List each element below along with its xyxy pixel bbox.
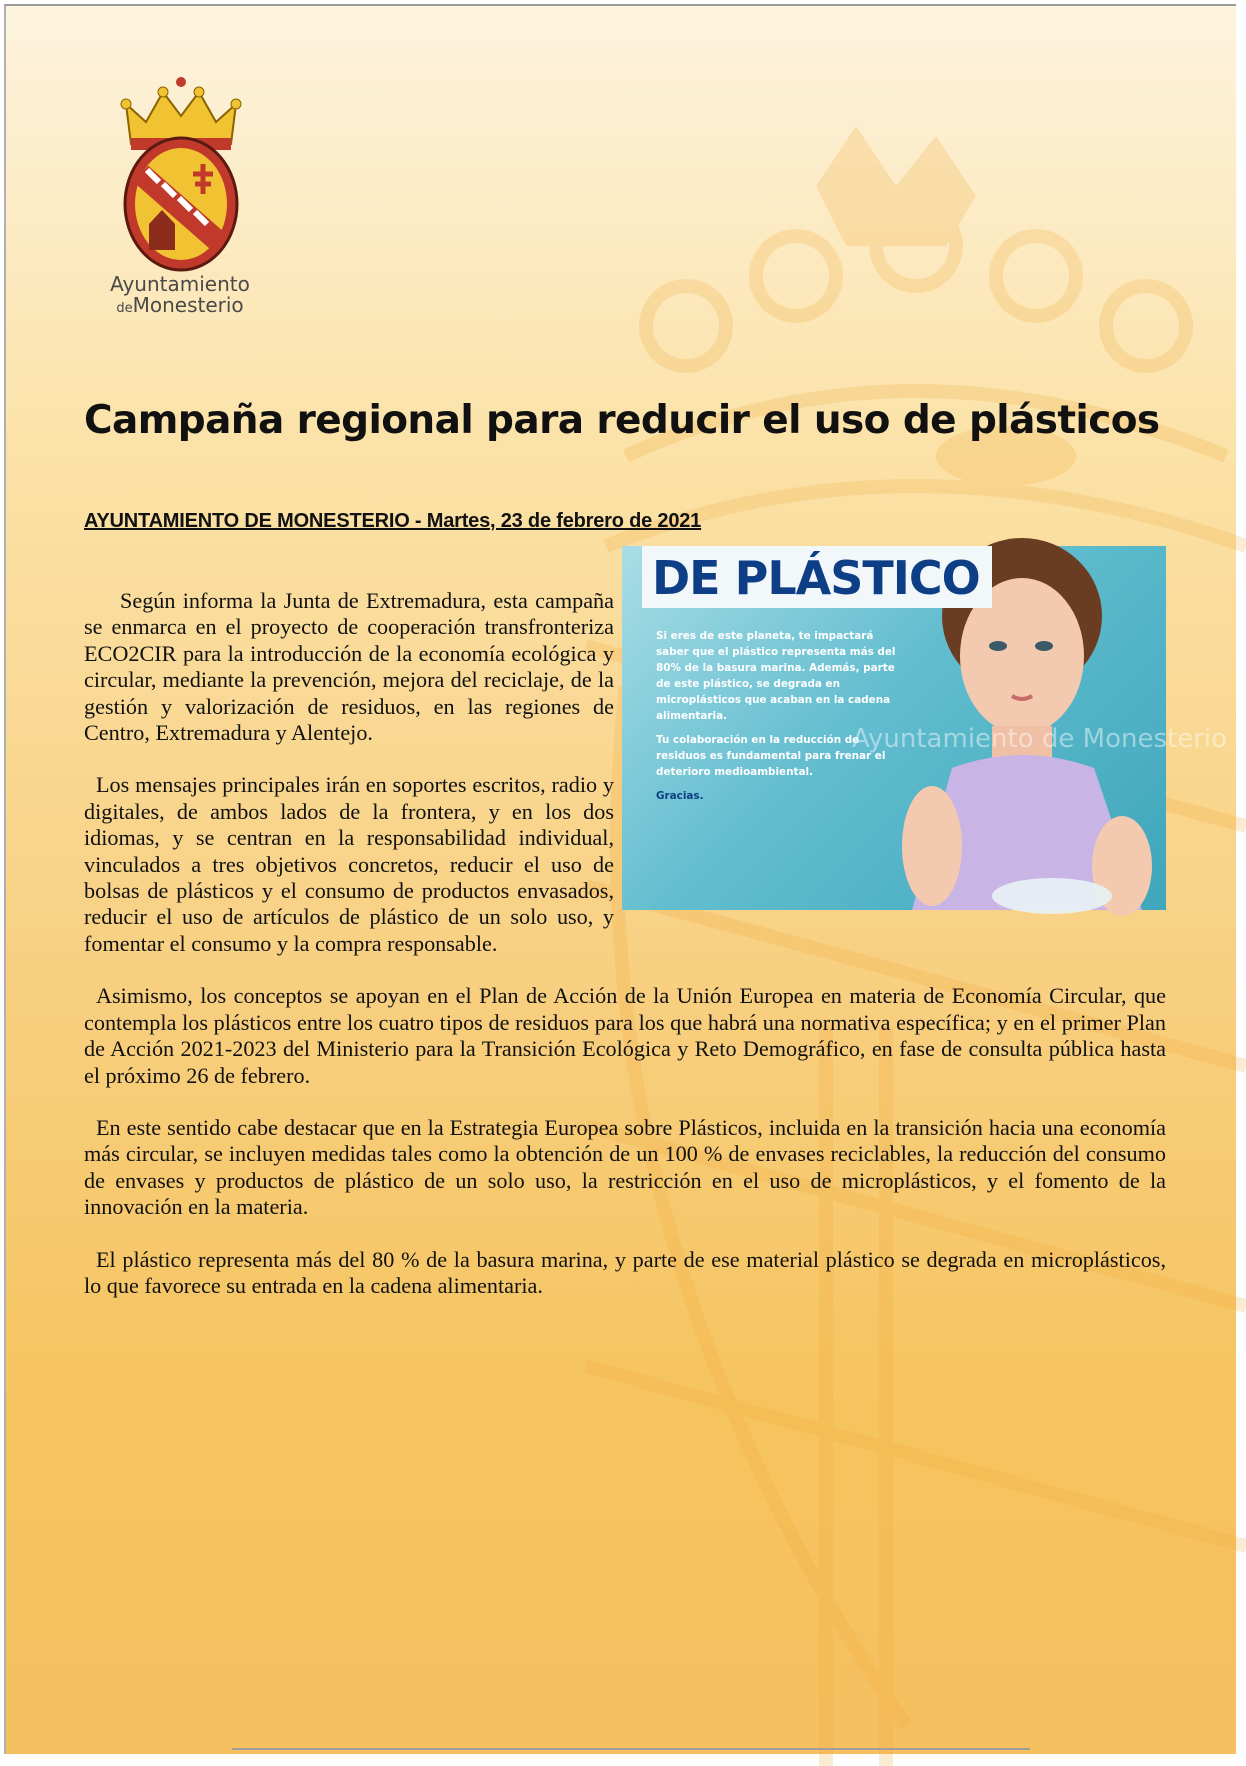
- logo-line-1: Ayuntamiento: [110, 272, 250, 296]
- paragraph-5: El plástico representa más del 80 % de la basura marina, y parte de ese material plástico se degrada en microplásticos, lo que favorece su entrada en la cadena alimentaria.: [84, 1246, 1166, 1298]
- logo-line-2-name: Monesterio: [132, 293, 244, 317]
- town-crest-logo: [111, 74, 251, 274]
- article-byline: AYUNTAMIENTO DE MONESTERIO - Martes, 23 de febrero de 2021: [84, 510, 702, 532]
- photo-watermark-text: Ayuntamiento de Monesterio: [852, 724, 1228, 754]
- logo-line-2: [104, 295, 256, 316]
- campaign-message: [656, 628, 906, 812]
- campaign-photo: [622, 546, 1228, 910]
- paragraph-2: Los mensajes principales irán en soportes escritos, radio y digitales, de ambos lados de la frontera, y en los dos idiomas, y se centran en la responsabilidad individual, vinculados a tres objetivos concretos, reducir el uso de bolsas de plásticos y el consumo de productos envasados, reducir el uso de artículos de plástico de un solo uso, y fomentar el consumo y la compra responsable.: [84, 772, 614, 956]
- campaign-message-2: Tu colaboración en la reducción de residuos es fundamental para frenar el deterioro medioambiental.: [656, 734, 886, 778]
- document-page: [4, 4, 1236, 1754]
- town-name-logo-text: [104, 274, 256, 316]
- paragraph-1: Según informa la Junta de Extremadura, esta campaña se enmarca en el proyecto de cooperación transfronteriza ECO2CIR para la introducción de la economía ecológica y circular, mediante la prevención, mejora del reciclaje, de la gestión y valorización de residuos, en las regiones de Centro, Extremadura y Alentejo.: [84, 588, 614, 746]
- footer-divider: [232, 1748, 1030, 1750]
- article-body: [84, 551, 1228, 1325]
- campaign-banner-text: DE PLÁSTICO: [642, 546, 992, 608]
- campaign-thanks: Gracias.: [656, 790, 704, 802]
- paragraph-3: Asimismo, los conceptos se apoyan en el Plan de Acción de la Unión Europea en materia de Economía Circular, que contempla los plásticos entre los cuatro tipos de residuos para los que habrá una normativa específica; y en el primer Plan de Acción 2021-2023 del Ministerio para la Transición Ecológica y Reto Demográfico, en fase de consulta pública hasta el próximo 26 de febrero.: [84, 983, 1166, 1088]
- article-title: Campaña regional para reducir el uso de plásticos: [84, 398, 1160, 443]
- paragraph-4: En este sentido cabe destacar que en la Estrategia Europea sobre Plásticos, incluida en la transición hacia una economía más circular, se incluyen medidas tales como la obtención de un 100 % de envases reciclables, la reducción del consumo de envases y productos de plástico de un solo uso, la restricción en el uso de microplásticos, y el fomento de la innovación en la materia.: [84, 1114, 1166, 1220]
- campaign-message-1: Si eres de este planeta, te impactará saber que el plástico representa más del 80% de la basura marina. Además, parte de este plástico, se degrada en microplásticos que acaban en la cadena alimentaria.: [656, 630, 896, 722]
- logo-line-2-prefix: de: [116, 301, 133, 316]
